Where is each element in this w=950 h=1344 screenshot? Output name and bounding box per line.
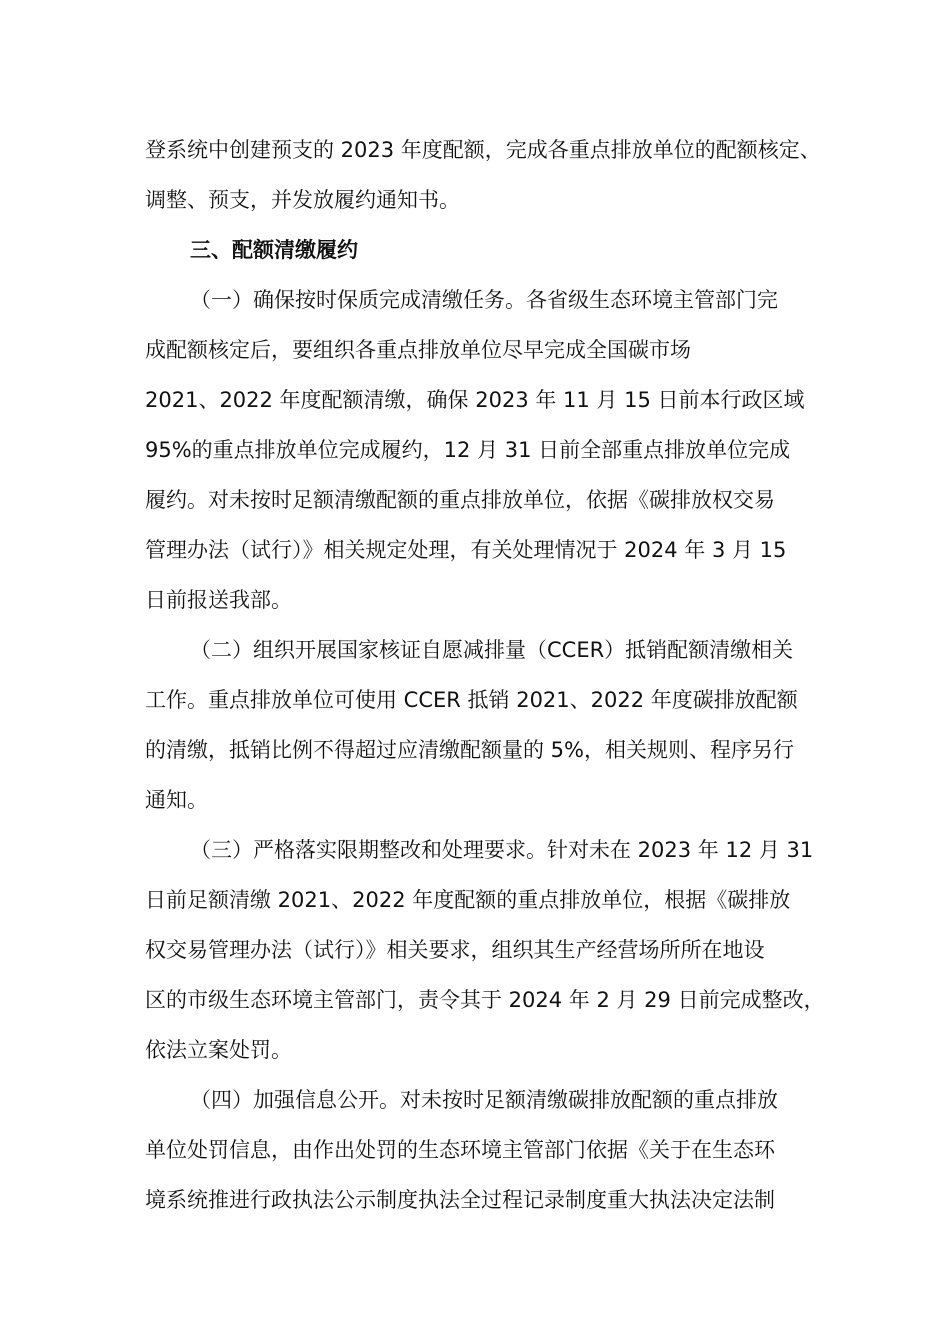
paragraph-line: 管理办法（试行）》相关规定处理，有关处理情况于 2024 年 3 月 15 [145, 538, 787, 562]
paragraph-line: 日前报送我部。 [145, 588, 292, 612]
paragraph-line: （四）加强信息公开。对未按时足额清缴碳排放配额的重点排放 [190, 1088, 778, 1112]
paragraph-line: 依法立案处罚。 [145, 1038, 292, 1062]
paragraph-line: 登系统中创建预支的 2023 年度配额，完成各重点排放单位的配额核定、 [145, 138, 821, 162]
paragraph-line: （一）确保按时保质完成清缴任务。各省级生态环境主管部门完 [190, 288, 778, 312]
paragraph-line: 履约。对未按时足额清缴配额的重点排放单位，依据《碳排放权交易 [145, 488, 775, 512]
paragraph-line: 工作。重点排放单位可使用 CCER 抵销 2021、2022 年度碳排放配额 [145, 688, 798, 712]
paragraph-line: 权交易管理办法（试行）》相关要求，组织其生产经营场所所在地设 [145, 938, 765, 962]
paragraph-line: 通知。 [145, 788, 208, 812]
paragraph-line: 的清缴，抵销比例不得超过应清缴配额量的 5%，相关规则、程序另行 [145, 738, 794, 762]
paragraph-line: 单位处罚信息，由作出处罚的生态环境主管部门依据《关于在生态环 [145, 1138, 775, 1162]
paragraph-line: 成配额核定后，要组织各重点排放单位尽早完成全国碳市场 [145, 338, 691, 362]
paragraph-line: 95%的重点排放单位完成履约，12 月 31 日前全部重点排放单位完成 [145, 438, 791, 462]
section-heading: 三、配额清缴履约 [190, 238, 358, 262]
paragraph-line: 2021、2022 年度配额清缴，确保 2023 年 11 月 15 日前本行政区域 [145, 388, 805, 412]
paragraph-line: （三）严格落实限期整改和处理要求。针对未在 2023 年 12 月 31 [190, 838, 814, 862]
paragraph-line: 境系统推进行政执法公示制度执法全过程记录制度重大执法决定法制 [145, 1188, 775, 1212]
paragraph-line: 区的市级生态环境主管部门，责令其于 2024 年 2 月 29 日前完成整改， [145, 988, 825, 1012]
paragraph-line: 日前足额清缴 2021、2022 年度配额的重点排放单位，根据《碳排放 [145, 888, 791, 912]
paragraph-line: （二）组织开展国家核证自愿减排量（CCER）抵销配额清缴相关 [190, 638, 794, 662]
paragraph-line: 调整、预支，并发放履约通知书。 [145, 188, 460, 212]
